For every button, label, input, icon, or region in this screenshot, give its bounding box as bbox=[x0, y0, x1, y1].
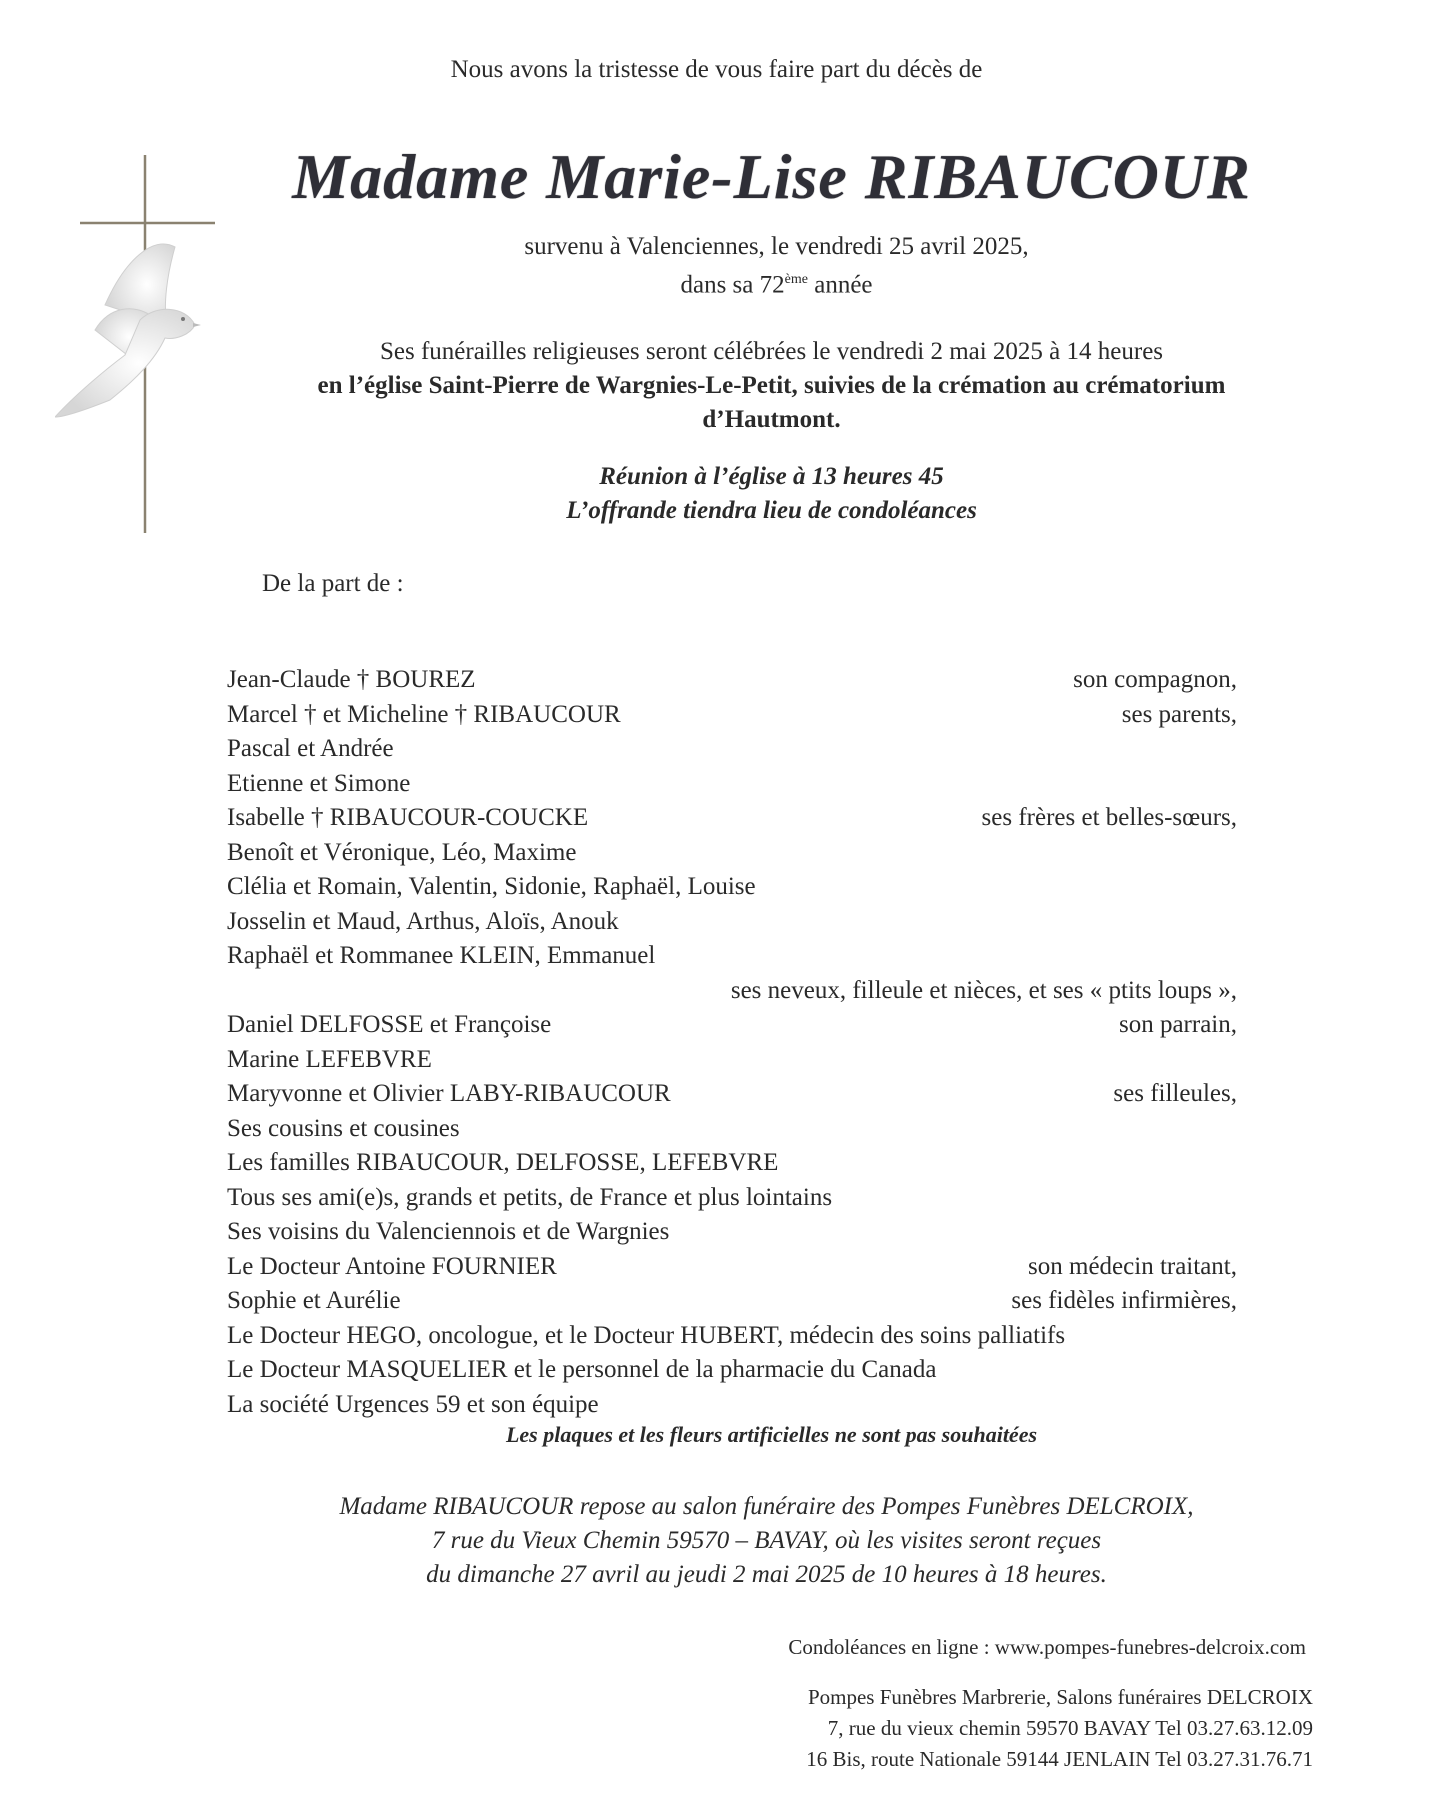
mourner-row bbox=[227, 767, 1237, 802]
age-prefix: dans sa 72 bbox=[680, 271, 785, 299]
mourner-row bbox=[227, 732, 1237, 767]
mourner-name: Marcel † et Micheline † RIBAUCOUR bbox=[227, 700, 621, 728]
mourner-row bbox=[227, 836, 1237, 871]
funeral-info bbox=[0, 335, 1433, 437]
funeral-location: en l’église Saint-Pierre de Wargnies-Le-Petit, suivies de la crémation au crématorium bbox=[317, 372, 1226, 399]
offering-note: L’offrande tiendra lieu de condoléances bbox=[566, 497, 977, 524]
mourner-row bbox=[227, 905, 1237, 940]
mourner-relation: son médecin traitant, bbox=[1028, 1252, 1237, 1280]
mourner-row bbox=[227, 663, 1237, 698]
mourner-name: Daniel DELFOSSE et Françoise bbox=[227, 1011, 552, 1038]
mourner-name: Le Docteur Antoine FOURNIER bbox=[227, 1252, 557, 1280]
mourner-relation: ses parents, bbox=[1121, 700, 1237, 728]
mourner-row bbox=[227, 1284, 1237, 1319]
reunion-time: Réunion à l’église à 13 heures 45 bbox=[599, 463, 944, 490]
reunion-info bbox=[0, 460, 1433, 528]
mourner-row bbox=[227, 1077, 1237, 1112]
mourner-name: Clélia et Romain, Valentin, Sidonie, Raphaël, Louise bbox=[227, 873, 756, 900]
mourner-relation: ses fidèles infirmières, bbox=[1011, 1287, 1237, 1314]
mourner-name: Josselin et Maud, Arthus, Aloïs, Anouk bbox=[227, 907, 619, 935]
mourner-name: Le Docteur MASQUELIER et le personnel de la pharmacie du Canada bbox=[227, 1356, 937, 1383]
mourner-name: Ses voisins du Valenciennois et de Wargnies bbox=[227, 1218, 670, 1245]
footer-line-2: 7, rue du vieux chemin 59570 BAVAY Tel 03.27.63.12.09 bbox=[827, 1716, 1313, 1740]
age-superscript: ème bbox=[784, 272, 808, 287]
repose-line-1: Madame RIBAUCOUR repose au salon funéraire des Pompes Funèbres DELCROIX, bbox=[339, 1493, 1194, 1520]
mourner-row bbox=[227, 870, 1237, 905]
footer-line-1: Pompes Funèbres Marbrerie, Salons funéraires DELCROIX bbox=[807, 1685, 1313, 1709]
mourner-name: Tous ses ami(e)s, grands et petits, de France et plus lointains bbox=[227, 1183, 833, 1211]
mourner-name: Les familles RIBAUCOUR, DELFOSSE, LEFEBVRE bbox=[227, 1149, 779, 1176]
mourner-row bbox=[227, 1353, 1237, 1388]
mourner-name: Maryvonne et Olivier LABY-RIBAUCOUR bbox=[227, 1080, 671, 1107]
mourner-name: Benoît et Véronique, Léo, Maxime bbox=[227, 838, 577, 866]
mourner-row bbox=[227, 1319, 1237, 1354]
mourner-name: Raphaël et Rommanee KLEIN, Emmanuel bbox=[227, 942, 656, 969]
footer-line-3: 16 Bis, route Nationale 59144 JENLAIN Tel 03.27.31.76.71 bbox=[806, 1747, 1313, 1771]
mourner-row bbox=[227, 939, 1237, 974]
mourner-row bbox=[227, 1215, 1237, 1250]
mourner-row bbox=[227, 698, 1237, 733]
mourner-relation: ses filleules, bbox=[1113, 1080, 1237, 1107]
mourner-name: Pascal et Andrée bbox=[227, 735, 394, 762]
mourner-relation: ses neveux, filleule et nièces, et ses « ptits loups », bbox=[730, 976, 1237, 1004]
mourner-name: La société Urgences 59 et son équipe bbox=[227, 1390, 599, 1418]
mourner-row bbox=[227, 1008, 1237, 1043]
mourner-row bbox=[227, 1388, 1237, 1423]
mourner-row bbox=[227, 1112, 1237, 1147]
mourner-relation: son parrain, bbox=[1118, 1011, 1237, 1038]
repose-line-2: 7 rue du Vieux Chemin 59570 – BAVAY, où les visites seront reçues bbox=[431, 1527, 1102, 1554]
mourner-name: Le Docteur HEGO, oncologue, et le Docteur HUBERT, médecin des soins palliatifs bbox=[227, 1321, 1066, 1349]
de-la-part-heading: De la part de : bbox=[262, 570, 404, 597]
mourner-name: Sophie et Aurélie bbox=[227, 1287, 401, 1314]
mourner-name: Ses cousins et cousines bbox=[227, 1114, 460, 1142]
mourner-name: Isabelle † RIBAUCOUR-COUCKE bbox=[227, 804, 589, 831]
mourner-name: Marine LEFEBVRE bbox=[227, 1045, 432, 1073]
mourner-row bbox=[227, 801, 1237, 836]
mourner-row bbox=[227, 1181, 1237, 1216]
mourner-row bbox=[227, 1146, 1237, 1181]
deceased-name-title: Madame Marie-Lise RIBAUCOUR bbox=[292, 141, 1251, 212]
funeral-date: Ses funérailles religieuses seront célébrées le vendredi 2 mai 2025 à 14 heures bbox=[379, 338, 1164, 365]
mourner-name: Etienne et Simone bbox=[227, 769, 411, 797]
death-age bbox=[120, 263, 1433, 301]
no-flowers-note: Les plaques et les fleurs artificielles ne sont pas souhaitées bbox=[505, 1422, 1038, 1447]
death-info bbox=[0, 230, 1433, 301]
mourner-row bbox=[227, 974, 1237, 1009]
repose-info bbox=[0, 1490, 1433, 1592]
mourner-relation: ses frères et belles-sœurs, bbox=[981, 804, 1237, 831]
death-place-date: survenu à Valenciennes, le vendredi 25 avril 2025, bbox=[524, 233, 1029, 260]
mourner-row bbox=[227, 1250, 1237, 1285]
mourners-list bbox=[227, 663, 1237, 1422]
repose-line-3: du dimanche 27 avril au jeudi 2 mai 2025 de 10 heures à 18 heures. bbox=[426, 1561, 1107, 1588]
mourner-row bbox=[227, 1043, 1237, 1078]
funeral-crematorium: d’Hautmont. bbox=[702, 406, 841, 433]
mourner-name: Jean-Claude † BOUREZ bbox=[227, 666, 476, 693]
online-condolences: Condoléances en ligne : www.pompes-funebres-delcroix.com bbox=[788, 1635, 1306, 1659]
intro-text: Nous avons la tristesse de vous faire part du décès de bbox=[450, 56, 983, 83]
mourner-relation: son compagnon, bbox=[1073, 666, 1237, 693]
age-suffix: année bbox=[807, 271, 873, 299]
funeral-home-footer bbox=[806, 1682, 1313, 1775]
